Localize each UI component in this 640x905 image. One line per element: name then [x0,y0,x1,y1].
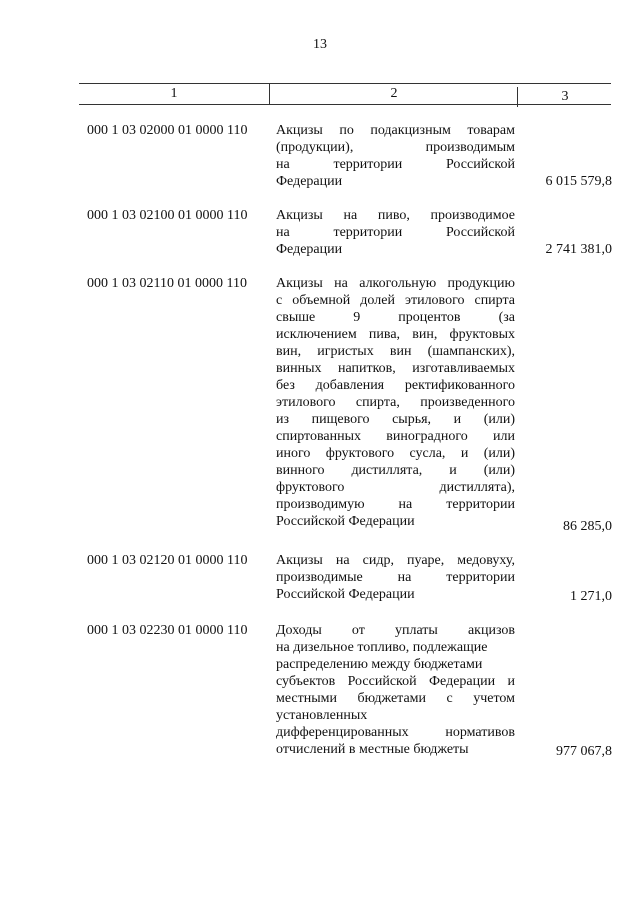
description-line: местными бюджетами с учетом [276,691,515,706]
description-line: Доходы от уплаты акцизов [276,623,515,638]
row-amount: 2 741 381,0 [545,242,612,257]
table-header [79,83,611,105]
header-col-3: 3 [517,87,612,107]
description-line: Акцизы по подакцизным товарам [276,123,515,138]
description-line: с объемной долей этилового спирта [276,293,515,308]
description-line: на территории Российской [276,225,515,240]
budget-code: 000 1 03 02110 01 0000 110 [87,276,247,291]
description-line: этилового спирта, произведенного [276,395,515,410]
budget-code: 000 1 03 02000 01 0000 110 [87,123,248,138]
description-line: фруктового дистиллята), [276,480,515,495]
description-line: свыше 9 процентов (за [276,310,515,325]
description-line: отчислений в местные бюджеты [276,742,469,757]
description-line: спиртованных виноградного или [276,429,515,444]
description-line: без добавления ректификованного [276,378,515,393]
budget-code: 000 1 03 02230 01 0000 110 [87,623,248,638]
row-amount: 6 015 579,8 [545,174,612,189]
description-line: иного фруктового сусла, и (или) [276,446,515,461]
row-description [276,207,515,258]
description-line: винного дистиллята, и (или) [276,463,515,478]
description-line: субъектов Российской Федерации и [276,674,515,689]
header-col-1: 1 [170,86,178,101]
row-amount: 977 067,8 [556,744,612,759]
description-line: на территории Российской [276,157,515,172]
description-line: Федерации [276,174,343,189]
description-line: исключением пива, вин, фруктовых [276,327,515,342]
description-line: Акцизы на сидр, пуаре, медовуху, [276,553,515,568]
row-description [276,275,515,530]
description-line: производимую на территории [276,497,515,512]
budget-code: 000 1 03 02100 01 0000 110 [87,208,248,223]
description-line: производимые на территории [276,570,515,585]
row-amount: 1 271,0 [570,589,612,604]
description-line: Акцизы на алкогольную продукцию [276,276,515,291]
page-number: 13 [313,37,327,52]
description-line: из пищевого сырья, и (или) [276,412,515,427]
description-line: Российской Федерации [276,587,415,602]
header-col-2: 2 [269,84,518,104]
row-description [276,552,515,603]
description-line: винных напитков, изготавливаемых [276,361,515,376]
row-description [276,622,515,758]
description-line: вин, игристых вин (шампанских), [276,344,515,359]
description-line: на дизельное топливо, подлежащие [276,640,488,655]
description-line: Федерации [276,242,343,257]
description-line: Российской Федерации [276,514,415,529]
row-amount: 86 285,0 [563,519,612,534]
description-line: Акцизы на пиво, производимое [276,208,515,223]
description-line: распределению между бюджетами [276,657,483,672]
description-line: дифференцированных нормативов [276,725,515,740]
description-line: установленных [276,708,368,723]
row-description [276,122,515,190]
description-line: (продукции), производимым [276,140,515,155]
budget-code: 000 1 03 02120 01 0000 110 [87,553,248,568]
